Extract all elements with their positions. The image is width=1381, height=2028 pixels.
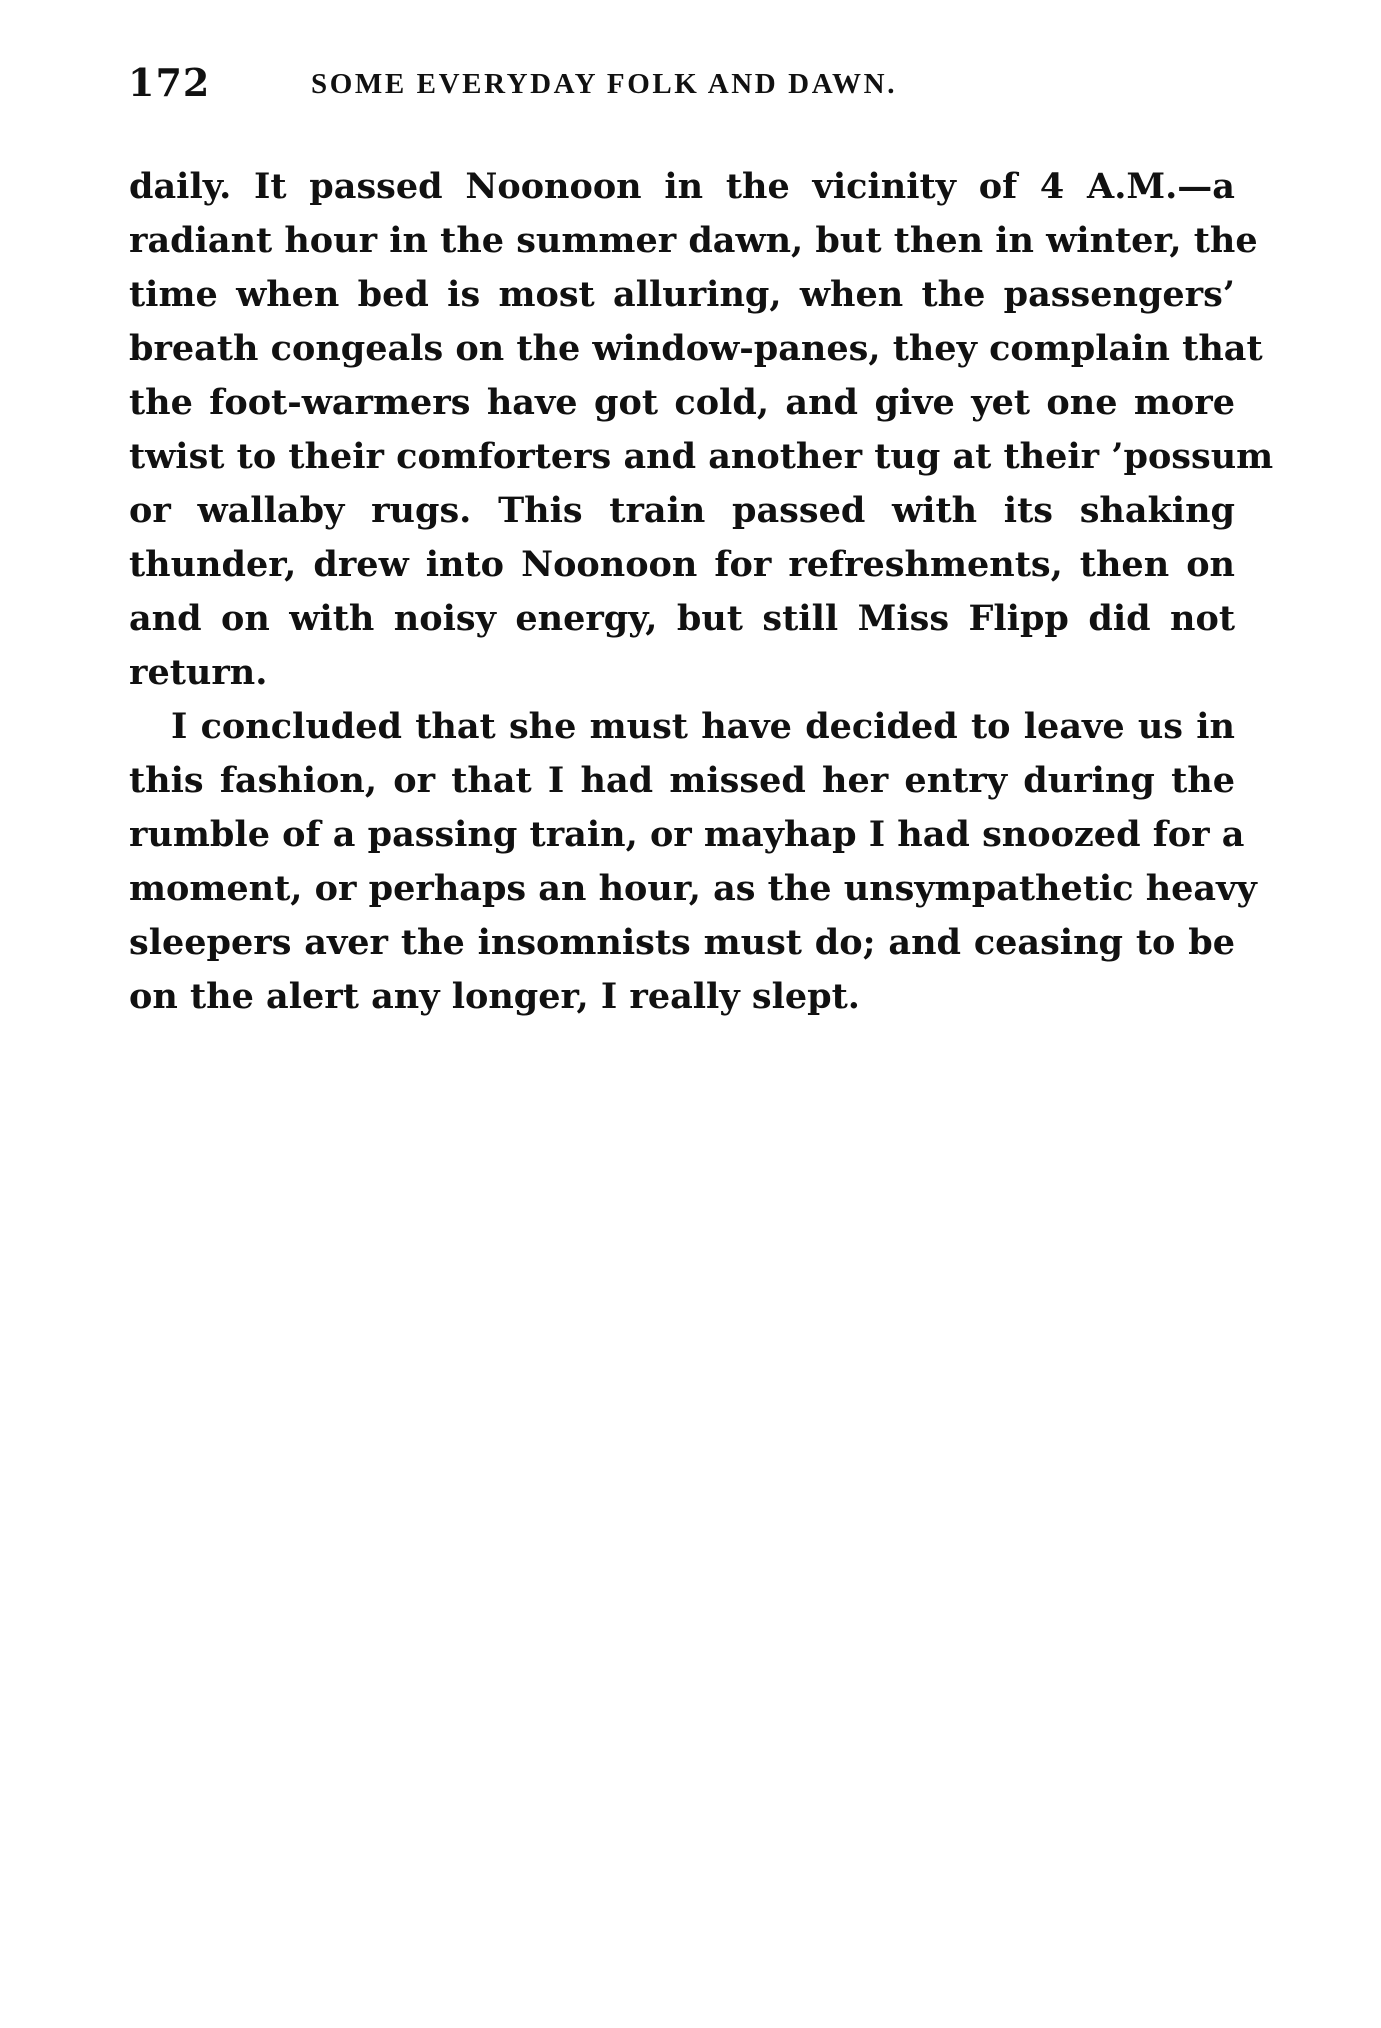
text-line: the foot-warmers have got cold, and give yet one more — [129, 382, 1235, 423]
paragraph-1 — [129, 160, 1274, 700]
text-line: on the alert any longer, I really slept. — [129, 976, 860, 1017]
text-line: twist to their comforters and another tug at their ’possum — [129, 436, 1274, 477]
text-line: return. — [129, 652, 268, 693]
text-line: time when bed is most alluring, when the passengers’ — [129, 274, 1235, 315]
text-line: rumble of a passing train, or mayhap I had snoozed for a — [129, 814, 1245, 855]
page-number: 172 — [128, 60, 211, 105]
body-text — [129, 160, 1274, 1024]
running-title: SOME EVERYDAY FOLK AND DAWN. — [311, 68, 898, 100]
text-line: radiant hour in the summer dawn, but then in winter, the — [129, 220, 1258, 261]
text-line: thunder, drew into Noonoon for refreshments, then on — [129, 544, 1235, 585]
text-line: this fashion, or that I had missed her entry during the — [129, 760, 1235, 801]
paragraph-2 — [129, 700, 1257, 1024]
text-line: breath congeals on the window-panes, they complain that — [129, 328, 1263, 369]
text-line: moment, or perhaps an hour, as the unsympathetic heavy — [129, 868, 1257, 909]
text-line: daily. It passed Noonoon in the vicinity of 4 A.M.—a — [129, 166, 1235, 207]
text-line: or wallaby rugs. This train passed with its shaking — [129, 490, 1235, 531]
text-line: and on with noisy energy, but still Miss Flipp did not — [129, 598, 1235, 639]
text-line: sleepers aver the insomnists must do; and ceasing to be — [129, 922, 1235, 963]
running-head — [128, 60, 1238, 120]
text-line: I concluded that she must have decided to leave us in — [171, 706, 1235, 747]
